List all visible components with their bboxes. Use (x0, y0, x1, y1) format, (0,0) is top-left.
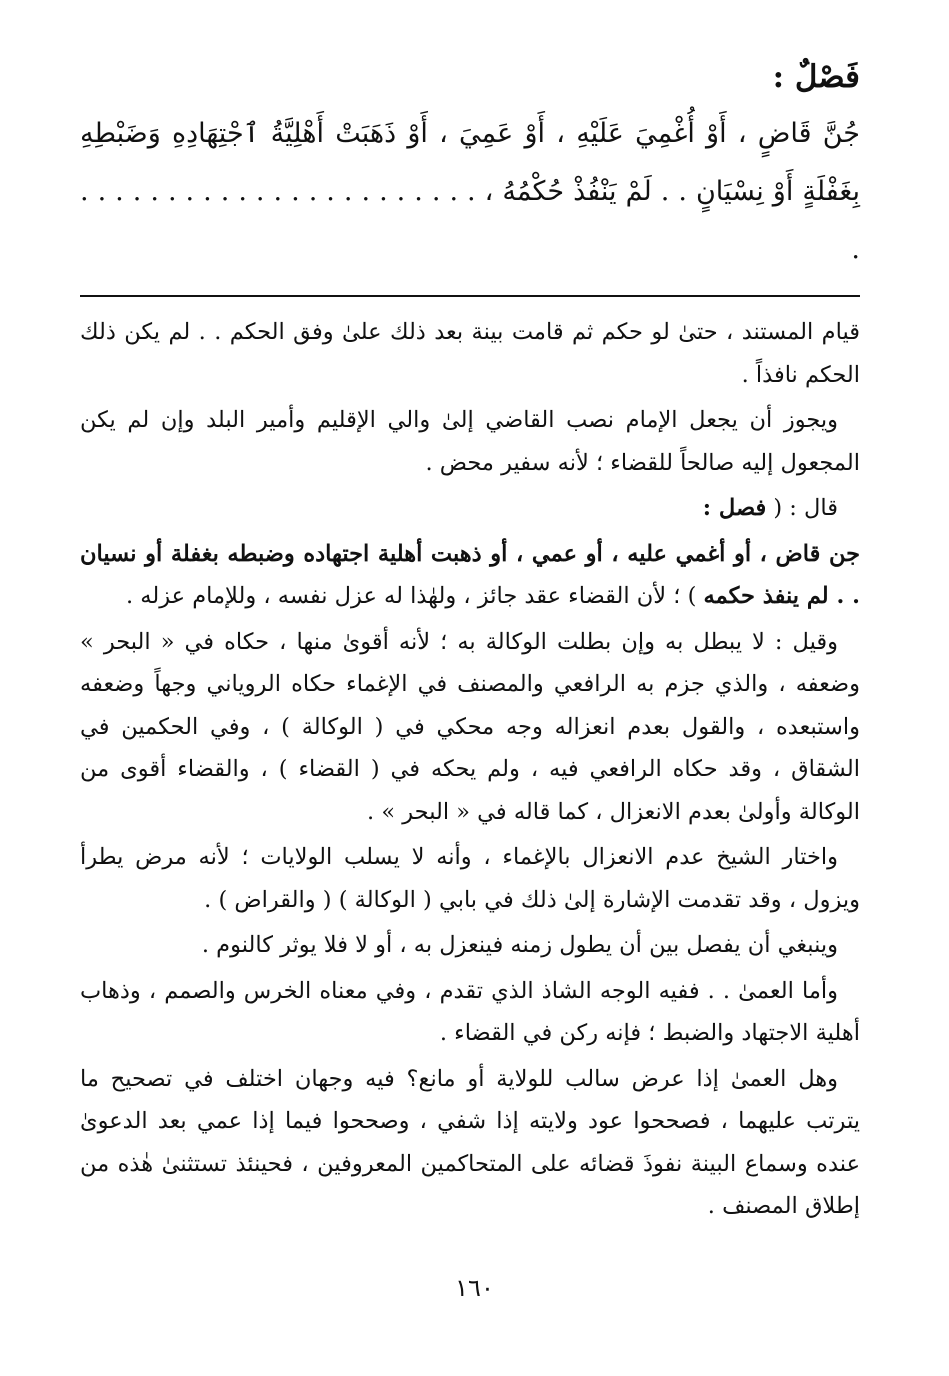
paragraph-9: وهل العمىٰ إذا عرض سالب للولاية أو مانع؟ فيه وجهان اختلف في تصحيح ما يترتب عليهما ، فصححوا عود ولايته إذا شفي ، وصححوا فيما إذا عمي بعد الدعوىٰ عنده وسماع البينة نفوذَ قضائه على المتحاكمين المعروفين ، فحينئذ تستثنىٰ هٰذه من إطلاق المصنف . (80, 1065, 860, 1219)
matn-line-2: أَوْ نِسْيَانٍ . . لَمْ يَنْفُذْ حُكْمُهُ ، (484, 176, 794, 207)
section-heading: فَصْلٌ : (772, 59, 860, 95)
matn-line-1: جُنَّ قَاضٍ ، أَوْ أُغْمِيَ عَلَيْهِ ، أَوْ عَمِيَ ، أَوْ ذَهَبَتْ أَهْلِيَّةُ ٱجْتِهَادِهِ وَضَبْطِهِ بِغَفْلَةٍ (80, 118, 860, 207)
matn-dots: . . . . . . . . . . . . . . . . . . . . . . . . (80, 176, 860, 265)
paragraph-4-quoted-matn: جن قاض ، أو أغمي عليه ، أو عمي ، أو ذهبت أهلية اجتهاده وضبطه بغفلة أو نسيان . . لم ينفذ حكمه (80, 540, 860, 609)
paragraph-3-prefix: قال : ( (766, 495, 838, 521)
paragraph-4 (80, 533, 860, 618)
matn-text (80, 105, 860, 279)
paragraph-6: واختار الشيخ عدم الانعزال بالإغماء ، وأنه لا يسلب الولايات ؛ لأنه مرض يطرأ ويزول ، وقد تقدمت الإشارة إلىٰ ذلك في بابي ( الوكالة ) ( والقراض ) . (80, 844, 860, 913)
paragraph-3 (80, 487, 860, 530)
paragraph-7: وينبغي أن يفصل بين أن يطول زمنه فينعزل به ، أو لا فلا يوثر كالنوم . (201, 932, 838, 958)
page-body (80, 55, 860, 1231)
paragraph-1: قيام المستند ، حتىٰ لو حكم ثم قامت بينة بعد ذلك علىٰ وفق الحكم . . لم يكن ذلك الحكم نافذاً . (80, 319, 860, 388)
paragraph-8: وأما العمىٰ . . ففيه الوجه الشاذ الذي تقدم ، وفي معناه الخرس والصمم ، وذهاب أهلية الاجتهاد والضبط ؛ فإنه ركن في القضاء . (80, 977, 860, 1046)
paragraph-2: ويجوز أن يجعل الإمام نصب القاضي إلىٰ والي الإقليم وأمير البلد وإن لم يكن المجعول إليه صالحاً للقضاء ؛ لأنه سفير محض . (80, 407, 860, 476)
divider-line (80, 295, 860, 297)
page-number: ١٦٠ (455, 1274, 494, 1302)
paragraph-4-commentary: ) ؛ لأن القضاء عقد جائز ، ولهٰذا له عزل نفسه ، وللإمام عزله . (125, 583, 704, 609)
paragraph-3-heading: فصل : (702, 495, 767, 521)
paragraph-5: وقيل : لا يبطل به وإن بطلت الوكالة به ؛ لأنه أقوىٰ منها ، حكاه في « البحر » وضعفه ، والذي جزم به الرافعي والمصنف في الإغماء حكاه الروياني وجهاً وضعفه واستبعده ، والقول بعدم انعزاله وجه محكي في ( الوكالة ) ، وفي الحكمين في الشقاق ، وقد حكاه الرافعي فيه ، ولم يحكه في ( القضاء ) ، والقضاء أقوى من الوكالة وأولىٰ بعدم الانعزال ، كما قاله في « البحر » . (80, 628, 860, 825)
